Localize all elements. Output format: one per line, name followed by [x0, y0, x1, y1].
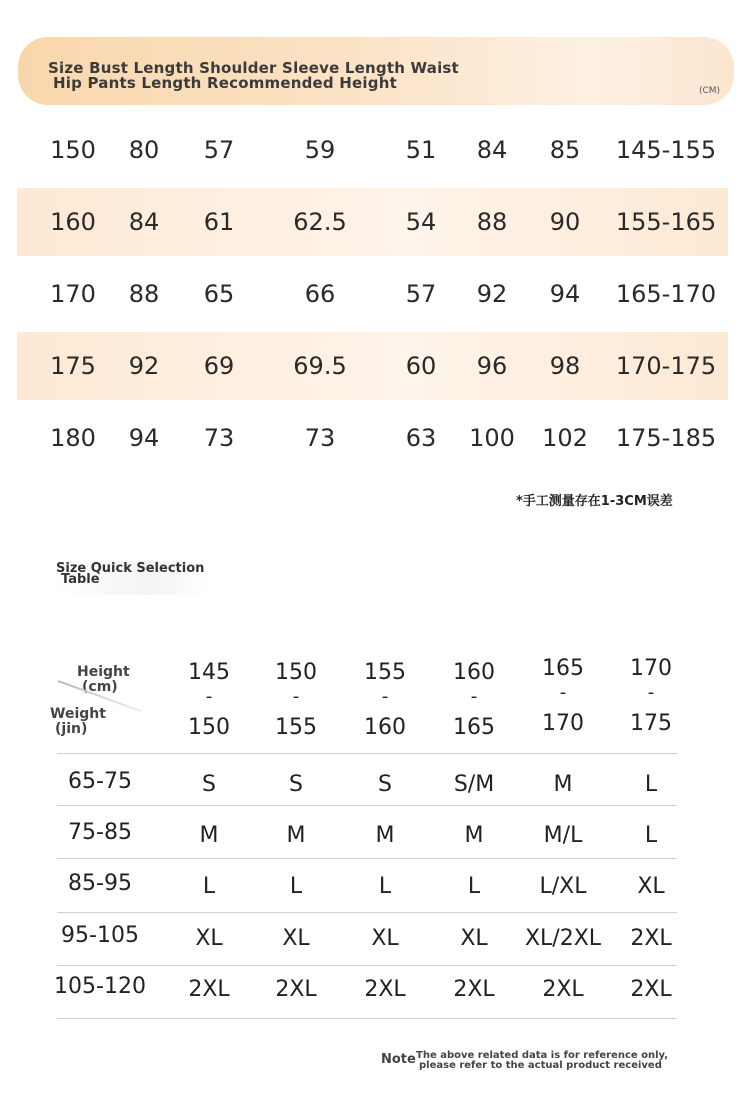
size-recommendation: XL: [460, 926, 488, 951]
size-cell: 63: [405, 424, 437, 452]
height-range-start: 145: [188, 660, 230, 685]
height-unit-label: (cm): [82, 679, 118, 695]
size-cell: 73: [304, 424, 336, 452]
size-row: [17, 116, 728, 184]
height-range-separator: -: [647, 682, 655, 703]
size-recommendation: XL: [371, 926, 399, 951]
size-recommendation: M: [286, 823, 306, 848]
table-divider: [57, 805, 677, 806]
size-recommendation: 2XL: [630, 926, 672, 951]
height-range-end: 155: [275, 715, 317, 740]
size-cell: 96: [476, 352, 508, 380]
size-chart-header-line2: Hip Pants Length Recommended Height: [53, 74, 397, 92]
size-recommendation: S: [378, 772, 392, 797]
size-cell: 155-165: [615, 208, 717, 236]
weight-range: 105-120: [54, 974, 146, 999]
table-divider: [57, 1018, 677, 1019]
weight-range: 65-75: [68, 769, 132, 794]
size-recommendation: M: [553, 772, 573, 797]
size-recommendation: M: [464, 823, 484, 848]
size-cell: 65: [203, 280, 235, 308]
size-recommendation: XL: [195, 926, 223, 951]
height-range-separator: -: [205, 686, 213, 707]
weight-range: 85-95: [68, 871, 132, 896]
size-cell: 150: [50, 136, 96, 164]
size-cell: 57: [405, 280, 437, 308]
size-recommendation: 2XL: [364, 977, 406, 1002]
size-cell: 61: [203, 208, 235, 236]
size-cell: 94: [128, 424, 160, 452]
size-cell: 180: [50, 424, 96, 452]
footer-note-line2: please refer to the actual product received: [419, 1060, 662, 1071]
size-cell: 84: [476, 136, 508, 164]
height-range-start: 150: [275, 660, 317, 685]
size-recommendation: M: [199, 823, 219, 848]
footer-note-label: Note: [381, 1052, 416, 1067]
measurement-error-note: *手工测量存在1-3CM误差: [516, 494, 673, 509]
size-cell: 102: [542, 424, 588, 452]
height-range-separator: -: [470, 686, 478, 707]
size-cell: 69.5: [293, 352, 347, 380]
size-cell: 66: [304, 280, 336, 308]
size-recommendation: L: [644, 772, 658, 797]
height-range-end: 150: [188, 715, 230, 740]
size-row: [17, 332, 728, 400]
size-cell: 98: [549, 352, 581, 380]
height-label: Height: [77, 664, 130, 680]
size-cell: 92: [128, 352, 160, 380]
size-cell: 165-170: [615, 280, 717, 308]
size-chart-header-line1: Size Bust Length Shoulder Sleeve Length Waist: [48, 59, 459, 77]
size-cell: 170: [50, 280, 96, 308]
height-range-start: 170: [630, 656, 672, 681]
size-recommendation: L: [289, 874, 303, 899]
height-range-separator: -: [559, 682, 567, 703]
size-recommendation: XL: [637, 874, 665, 899]
quick-table-title-line1: Size Quick Selection: [56, 561, 205, 576]
height-range-end: 165: [453, 715, 495, 740]
size-cell: 69: [203, 352, 235, 380]
size-cell: 57: [203, 136, 235, 164]
height-range-end: 175: [630, 711, 672, 736]
size-cell: 100: [469, 424, 515, 452]
size-recommendation: 2XL: [275, 977, 317, 1002]
size-cell: 54: [405, 208, 437, 236]
size-recommendation: 2XL: [630, 977, 672, 1002]
footer-note-line1: The above related data is for reference only,: [416, 1050, 669, 1061]
unit-label: (CM): [699, 86, 721, 96]
height-range-separator: -: [292, 686, 300, 707]
size-cell: 51: [405, 136, 437, 164]
weight-range: 95-105: [61, 923, 139, 948]
size-recommendation: L/XL: [539, 874, 587, 899]
table-divider: [57, 912, 677, 913]
weight-unit-label: (jin): [55, 721, 88, 737]
size-recommendation: L: [644, 823, 658, 848]
height-range-end: 160: [364, 715, 406, 740]
size-cell: 73: [203, 424, 235, 452]
height-range-start: 155: [364, 660, 406, 685]
size-cell: 175: [50, 352, 96, 380]
size-cell: 59: [304, 136, 336, 164]
weight-label: Weight: [50, 706, 106, 722]
size-recommendation: S/M: [453, 772, 495, 797]
table-divider: [57, 753, 677, 754]
size-cell: 90: [549, 208, 581, 236]
quick-table-title-line2: Table: [61, 572, 100, 587]
size-recommendation: XL: [282, 926, 310, 951]
size-cell: 60: [405, 352, 437, 380]
size-cell: 80: [128, 136, 160, 164]
size-cell: 62.5: [293, 208, 347, 236]
size-cell: 145-155: [615, 136, 717, 164]
height-range-start: 160: [453, 660, 495, 685]
size-cell: 175-185: [615, 424, 717, 452]
size-recommendation: L: [467, 874, 481, 899]
size-recommendation: L: [378, 874, 392, 899]
size-row: [17, 188, 728, 256]
height-range-separator: -: [381, 686, 389, 707]
size-cell: 94: [549, 280, 581, 308]
size-recommendation: S: [202, 772, 216, 797]
size-row: [17, 260, 728, 328]
table-divider: [57, 858, 677, 859]
size-recommendation: 2XL: [188, 977, 230, 1002]
weight-range: 75-85: [68, 820, 132, 845]
height-range-start: 165: [542, 656, 584, 681]
size-recommendation: M/L: [543, 823, 583, 848]
size-cell: 92: [476, 280, 508, 308]
size-recommendation: S: [289, 772, 303, 797]
size-recommendation: XL/2XL: [524, 926, 602, 951]
size-cell: 84: [128, 208, 160, 236]
size-recommendation: M: [375, 823, 395, 848]
size-recommendation: 2XL: [453, 977, 495, 1002]
size-row: [17, 404, 728, 472]
size-recommendation: L: [202, 874, 216, 899]
size-recommendation: 2XL: [542, 977, 584, 1002]
size-cell: 85: [549, 136, 581, 164]
size-cell: 160: [50, 208, 96, 236]
size-cell: 88: [476, 208, 508, 236]
size-cell: 170-175: [615, 352, 717, 380]
size-cell: 88: [128, 280, 160, 308]
height-range-end: 170: [542, 711, 584, 736]
table-divider: [57, 965, 677, 966]
